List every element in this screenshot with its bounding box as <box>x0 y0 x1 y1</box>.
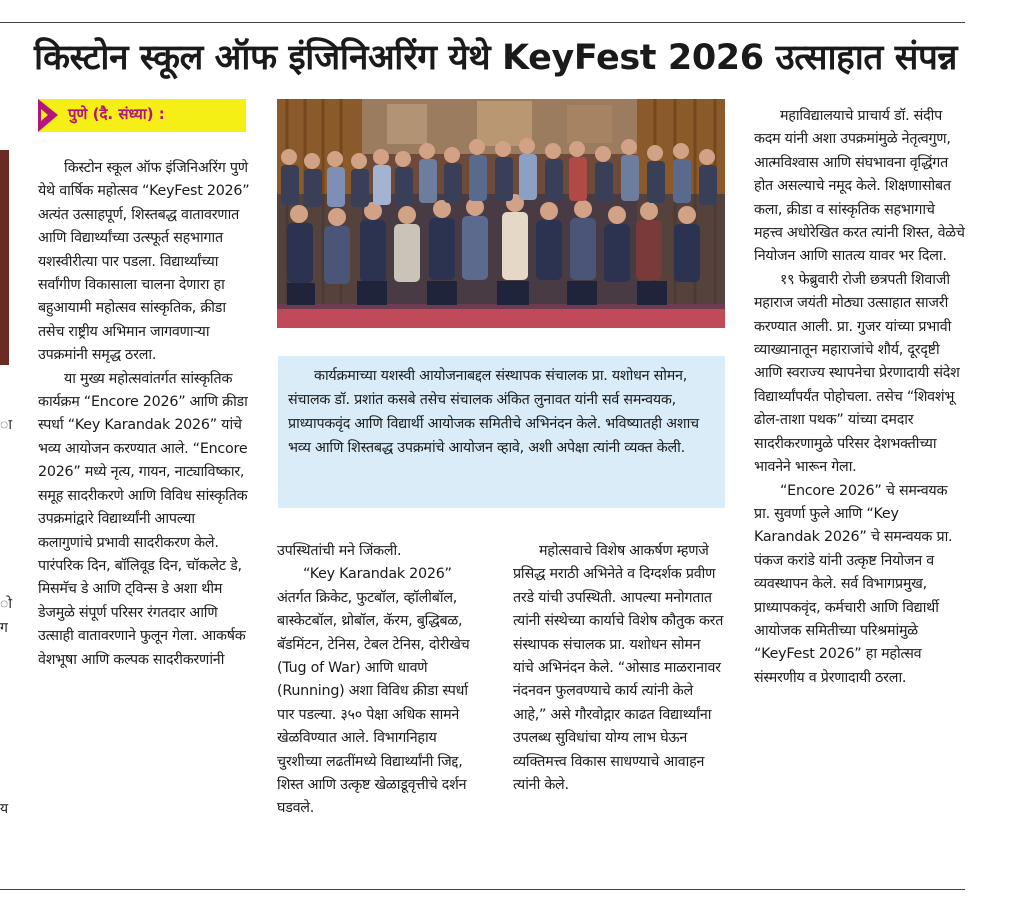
pointer-notch <box>41 109 48 121</box>
top-rule <box>0 22 965 23</box>
edge-letter: ा <box>0 417 12 433</box>
bottom-rule <box>0 889 965 890</box>
caption-text: कार्यक्रमाच्या यशस्वी आयोजनाबद्दल संस्थापक संचालक प्रा. यशोधन सोमन, संचालक डॉ. प्रशांत कसबे तसेच संचालक अंकित लुनावत यांनी सर्व समन्वयक, प्राध्यापकवृंद आणि विद्यार्थी आयोजक समितीचे अभिनंदन केले. भविष्यातही अशाच भव्य आणि शिस्तबद्ध उपक्रमांचे आयोजन व्हावे, अशी अपेक्षा त्यांनी व्यक्त केली. <box>288 368 699 456</box>
column-3 <box>513 540 725 797</box>
paragraph: महाविद्यालयाचे प्राचार्य डॉ. संदीप कदम यांनी अशा उपक्रमांमुळे नेतृत्वगुण, आत्मविश्वास आणि संघभावना वृद्धिंगत होत असल्याचे नमूद केले. शिक्षणासोबत कला, क्रीडा व सांस्कृतिक सहभागाचे महत्त्व अधोरेखित करत त्यांनी शिस्त, वेळेचे नियोजन आणि सातत्य यावर भर दिला. <box>754 108 965 265</box>
paragraph: महोत्सवाचे विशेष आकर्षण म्हणजे प्रसिद्ध मराठी अभिनेते व दिग्दर्शक प्रवीण तरडे यांची उपस्थिती. आपल्या मनोगतात त्यांनी संस्थेच्या कार्याचे विशेष कौतुक करत संस्थापक संचालक प्रा. यशोधन सोमन यांचे अभिनंदन केले. “ओसाड माळरानावर नंदनवन फुलवण्याचे कार्य त्यांनी केले आहे,” असे गौरवोद्गार काढत विद्यार्थ्यांना उपलब्ध सुविधांचा योग्य लाभ घेऊन व्यक्तिमत्त्व विकास साधण्याचे आवाहन त्यांनी केले. <box>513 543 724 794</box>
group-photo <box>277 99 725 328</box>
column-2 <box>277 540 482 821</box>
paragraph: किस्टोन स्कूल ऑफ इंजिनिअरिंग पुणे येथे वार्षिक महोत्सव “KeyFest 2026” अत्यंत उत्साहपूर्ण, शिस्तबद्ध वातावरणात आणि विद्यार्थ्यांच्या उत्स्फूर्त सहभागात यशस्वीरीत्या पार पडला. विद्यार्थ्यांच्या सर्वांगीण विकासाला चालना देणारा हा बहुआयामी महोत्सव सांस्कृतिक, क्रीडा तसेच राष्ट्रीय अभिमान जागवणाऱ्या उपक्रमांनी समृद्ध ठरला. <box>38 160 250 364</box>
paragraph: उपस्थितांची मने जिंकली. <box>277 543 402 559</box>
paragraph: “Key Karandak 2026” अंतर्गत क्रिकेट, फुटबॉल, व्हॉलीबॉल, बास्केटबॉल, थ्रोबॉल, कॅरम, बुद्धिबळ, बॅडमिंटन, टेनिस, टेबल टेनिस, दोरीखेच (Tug of War) आणि धावणे (Running) अशा विविध क्रीडा स्पर्धा पार पडल्या. ३५० पेक्षा अधिक सामने खेळविण्यात आले. विभागनिहाय चुरशीच्या लढतींमध्ये विद्यार्थ्यांनी जिद्द, शिस्त आणि उत्कृष्ट खेळाडूवृत्तीचे दर्शन घडवले. <box>277 566 470 817</box>
column-1 <box>38 157 250 672</box>
paragraph: “Encore 2026” चे समन्वयक प्रा. सुवर्णा फुले आणि “Key Karandak 2026” चे समन्वयक प्रा. पंकज करांडे यांनी उत्कृष्ट नियोजन व व्यवस्थापन केले. सर्व विभागप्रमुख, प्राध्यापकवृंद, कर्मचारी आणि विद्यार्थी आयोजक समितीच्या परिश्रमांमुळे “KeyFest 2026” हा महोत्सव संस्मरणीय व प्रेरणादायी ठरला. <box>754 482 953 686</box>
dateline-text: पुणे (दै. संध्या) : <box>68 105 165 123</box>
dateline-tag <box>38 99 246 132</box>
edge-letter: ग <box>0 620 8 636</box>
edge-letter: ो <box>0 596 12 612</box>
adjacent-article-image-edge <box>0 150 9 365</box>
column-4 <box>754 105 966 690</box>
paragraph: या मुख्य महोत्सवांतर्गत सांस्कृतिक कार्यक्रम “Encore 2026” आणि क्रीडा स्पर्धा “Key Karandak 2026” यांचे भव्य आयोजन करण्यात आले. “Encore 2026” मध्ये नृत्य, गायन, नाट्याविष्कार, समूह सादरीकरणे आणि विविध सांस्कृतिक उपक्रमांद्वारे विद्यार्थ्यांनी आपल्या कलागुणांचे प्रभावी सादरीकरण केले. पारंपरिक दिन, बॉलिवूड दिन, चॉकलेट डे, मिसमॅच डे आणि ट्विन्स डे अशा थीम डेजमुळे संपूर्ण परिसर रंगतदार आणि उत्साही वातावरणाने फुलून गेला. आकर्षक वेशभूषा आणि कल्पक सादरीकरणांनी <box>38 370 248 668</box>
headline: किस्टोन स्कूल ऑफ इंजिनिअरिंग येथे KeyFest 2026 उत्साहात संपन्न <box>34 38 958 78</box>
edge-letter: य <box>0 801 9 817</box>
photo-caption <box>278 356 725 508</box>
paragraph: १९ फेब्रुवारी रोजी छत्रपती शिवाजी महाराज जयंती मोठ्या उत्साहात साजरी करण्यात आली. प्रा. गुजर यांच्या प्रभावी व्याख्यानातून महाराजांचे शौर्य, दूरदृष्टी आणि स्वराज्य स्थापनेचा प्रेरणादायी संदेश विद्यार्थ्यांपर्यंत पोहोचला. तसेच “शिवशंभू ढोल-ताशा पथक” यांच्या दमदार सादरीकरणामुळे परिसर देशभक्तीच्या भावनेने भारून गेला. <box>754 271 960 476</box>
group-photo-graphic <box>277 99 725 328</box>
